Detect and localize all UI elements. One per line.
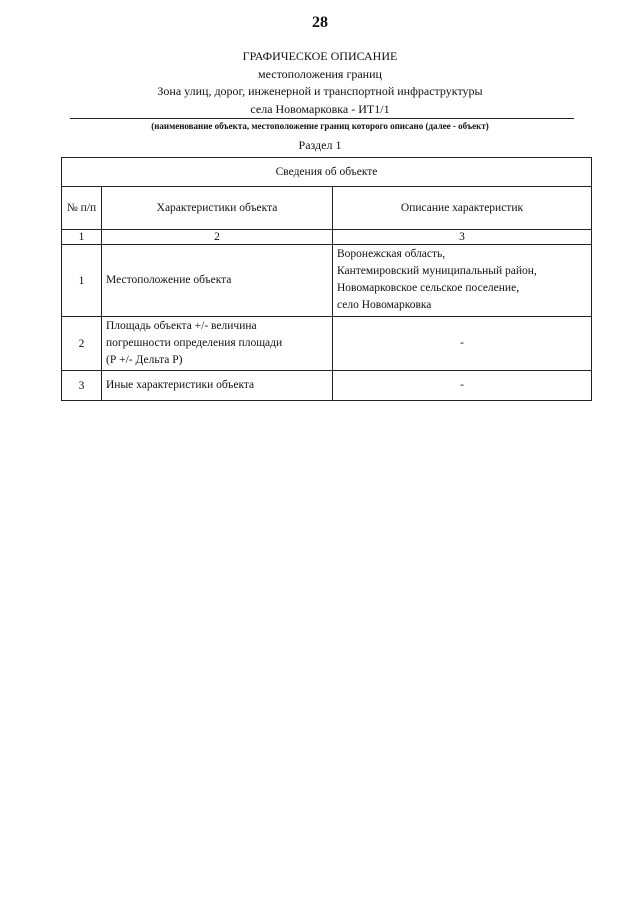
- row-characteristic-line: Местоположение объекта: [106, 274, 232, 286]
- table-index-row: [62, 230, 592, 245]
- row-description-line: Воронежская область,: [337, 248, 446, 260]
- row-characteristic-line: Площадь объекта +/- величина: [106, 320, 257, 332]
- row-number: 1: [62, 245, 102, 317]
- table-row: [62, 245, 592, 317]
- document-title: ГРАФИЧЕСКОЕ ОПИСАНИЕ: [242, 49, 398, 63]
- header-underline: [70, 118, 574, 119]
- row-description-line: Новомарковское сельское поселение,: [337, 282, 520, 294]
- row-characteristic-line: (Р +/- Дельта Р): [106, 354, 183, 366]
- table-title-row: [62, 158, 592, 187]
- table-title: Сведения об объекте: [62, 158, 592, 187]
- row-characteristic-line: Иные характеристики объекта: [106, 379, 255, 391]
- section-label: Раздел 1: [298, 138, 342, 152]
- row-number: 3: [62, 371, 102, 401]
- header-line-3: села Новомарковка - ИТ1/1: [250, 101, 390, 116]
- row-description-line: -: [460, 337, 464, 349]
- row-description: [333, 317, 592, 371]
- column-index: 2: [102, 230, 333, 245]
- column-header-num: № п/п: [62, 187, 102, 230]
- row-description-line: Кантемировский муниципальный район,: [337, 265, 537, 277]
- row-description-line: село Новомарковка: [337, 299, 432, 311]
- table-header-row: [62, 187, 592, 230]
- row-description: [333, 245, 592, 317]
- row-description: [333, 371, 592, 401]
- header-line-2: Зона улиц, дорог, инженерной и транспортной инфраструктуры: [157, 84, 483, 98]
- column-index: 3: [333, 230, 592, 245]
- table-row: [62, 317, 592, 371]
- table-row: [62, 371, 592, 401]
- row-characteristic: [102, 317, 333, 371]
- column-header-characteristic: Характеристики объекта: [102, 187, 333, 230]
- column-index: 1: [62, 230, 102, 245]
- row-description-line: -: [460, 379, 464, 391]
- row-characteristic-line: погрешности определения площади: [106, 337, 283, 349]
- document-header: [0, 48, 640, 118]
- column-header-description: Описание характеристик: [333, 187, 592, 230]
- object-caption: (наименование объекта, местоположение границ которого описано (далее - объект): [151, 121, 489, 131]
- row-characteristic: [102, 371, 333, 401]
- header-line-1: местоположения границ: [258, 66, 382, 81]
- page-number: 28: [312, 14, 328, 31]
- row-number: 2: [62, 317, 102, 371]
- row-characteristic: [102, 245, 333, 317]
- object-info-table: [61, 157, 592, 401]
